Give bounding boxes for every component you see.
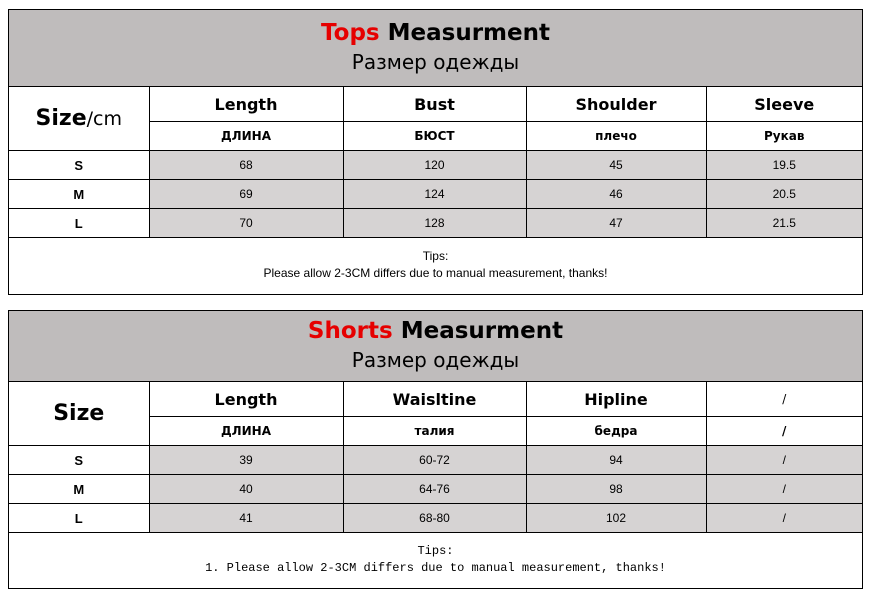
column-subheader: бедра (526, 417, 706, 446)
column-header: Length (149, 382, 343, 417)
column-subheader: / (706, 417, 862, 446)
tips-text: 1. Please allow 2-3CM differs due to manual measurement, thanks! (205, 561, 666, 575)
column-subheader: ДЛИНА (149, 122, 343, 151)
shorts-size-header: Size (9, 382, 149, 446)
column-header: Waisltine (343, 382, 526, 417)
column-header: Shoulder (526, 87, 706, 122)
tops-size-chart (8, 9, 863, 295)
table-cell: 68-80 (343, 504, 526, 533)
row-size-label: M (9, 475, 149, 504)
column-header: / (706, 382, 862, 417)
column-subheader: Рукав (706, 122, 862, 151)
column-header: Length (149, 87, 343, 122)
row-size-label: M (9, 180, 149, 209)
tips-row (9, 533, 862, 588)
shorts-title-rest: Measurment (392, 318, 564, 344)
tops-size-header (9, 87, 149, 151)
tops-title-rest: Measurment (379, 20, 550, 46)
table-cell: / (706, 446, 862, 475)
table-cell: / (706, 504, 862, 533)
tips-row (9, 238, 862, 293)
table-cell: 68 (149, 151, 343, 180)
tips-text: Please allow 2-3CM differs due to manual measurement, thanks! (263, 266, 608, 280)
table-cell: 47 (526, 209, 706, 238)
table-row (9, 446, 862, 475)
table-cell: 98 (526, 475, 706, 504)
table-cell: 70 (149, 209, 343, 238)
shorts-header (9, 311, 862, 382)
column-header: Bust (343, 87, 526, 122)
size-header-label: Size (35, 106, 87, 131)
table-cell: 45 (526, 151, 706, 180)
table-cell: 64-76 (343, 475, 526, 504)
table-cell: 120 (343, 151, 526, 180)
column-subheader: талия (343, 417, 526, 446)
column-header: Sleeve (706, 87, 862, 122)
tops-title-highlight: Tops (321, 20, 380, 46)
tips-label: Tips: (422, 249, 449, 263)
table-cell: 60-72 (343, 446, 526, 475)
size-header-unit: /cm (86, 108, 122, 130)
tips-cell (9, 238, 862, 293)
column-subheader: БЮСТ (343, 122, 526, 151)
tops-title (9, 10, 862, 47)
table-cell: 46 (526, 180, 706, 209)
tops-header (9, 10, 862, 87)
table-cell: 128 (343, 209, 526, 238)
table-cell: 40 (149, 475, 343, 504)
shorts-size-chart (8, 310, 863, 589)
table-cell: 20.5 (706, 180, 862, 209)
table-cell: 69 (149, 180, 343, 209)
shorts-title (9, 311, 862, 345)
column-subheader: плечо (526, 122, 706, 151)
table-cell: 102 (526, 504, 706, 533)
table-cell: 94 (526, 446, 706, 475)
row-size-label: L (9, 504, 149, 533)
column-subheader: ДЛИНА (149, 417, 343, 446)
table-cell: 19.5 (706, 151, 862, 180)
row-size-label: L (9, 209, 149, 238)
shorts-table (9, 382, 862, 587)
table-row (9, 180, 862, 209)
table-cell: 124 (343, 180, 526, 209)
column-header: Hipline (526, 382, 706, 417)
shorts-subtitle: Размер одежды (351, 348, 520, 372)
tops-table (9, 87, 862, 292)
table-cell: 41 (149, 504, 343, 533)
table-row (9, 504, 862, 533)
tops-subtitle: Размер одежды (351, 50, 520, 74)
table-row (9, 475, 862, 504)
shorts-title-highlight: Shorts (307, 318, 393, 344)
tops-header-row (9, 87, 862, 122)
table-row (9, 151, 862, 180)
tips-cell (9, 533, 862, 588)
table-cell: / (706, 475, 862, 504)
table-cell: 39 (149, 446, 343, 475)
shorts-header-row (9, 382, 862, 417)
row-size-label: S (9, 151, 149, 180)
tips-label: Tips: (417, 544, 454, 558)
table-row (9, 209, 862, 238)
row-size-label: S (9, 446, 149, 475)
table-cell: 21.5 (706, 209, 862, 238)
